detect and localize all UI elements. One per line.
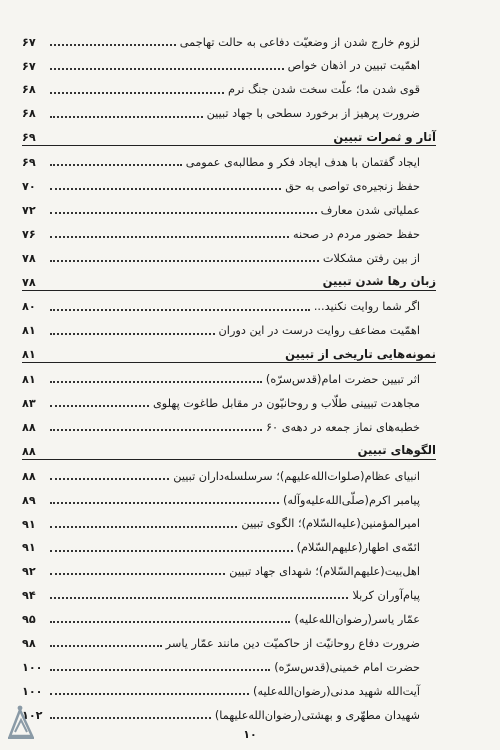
toc-entry-page: ۱۰۲ [22,708,43,722]
dot-leader [50,405,149,407]
toc-entry [22,170,436,194]
toc-entry-page: ۸۸ [22,469,36,483]
toc-entry-page: ۶۷ [22,59,36,73]
dot-leader [50,573,225,575]
toc-entry-title: عمّار یاسر(رضوان‌الله‌علیه) [294,612,420,626]
toc-entry-page: ۱۰۰ [22,684,43,698]
toc-entry-page: ۷۶ [22,227,36,241]
toc-entry-title: زبان رها شدن تبیین [322,274,436,289]
toc-entry-title: حفظ حضور مردم در صحنه [292,227,420,241]
toc-entry-page: ۹۱ [22,541,36,555]
toc-entry [22,74,436,98]
toc-entry-title: خطبه‌های نماز جمعه در دهه‌ی ۶۰ [265,420,420,434]
toc-entry-title: الگوهای تبیین [357,443,436,458]
toc-entry [22,315,436,339]
toc-entry-title: آثار و ثمرات تبیین [333,129,436,144]
toc-entry [22,387,436,411]
toc-entry-title: اثر تبیین حضرت امام(قدس‌سرّه) [265,373,420,387]
toc-entry-page: ۷۲ [22,203,36,217]
toc-entry-page: ۸۱ [22,348,36,362]
toc-entry [22,26,436,50]
toc-entry [22,627,436,651]
toc-entry [22,242,436,266]
toc-section-heading [22,266,436,291]
toc-section-heading [22,122,436,147]
toc-entry-page: ۶۹ [22,156,36,170]
table-of-contents [22,26,436,723]
dot-leader [50,550,293,552]
dot-leader [50,333,215,335]
dot-leader [50,621,290,623]
toc-entry-title: حضرت امام خمینی(قدس‌سرّه) [274,660,420,674]
toc-entry [22,218,436,242]
toc-entry [22,532,436,556]
toc-entry-page: ۷۰ [22,180,36,194]
toc-entry-title: پیامبر اکرم(صلّی‌الله‌علیه‌وآله) [282,493,420,507]
dot-leader [50,502,279,504]
dot-leader [50,645,162,647]
toc-entry-title: امیرالمؤمنین(علیه‌السّلام)؛ الگوی تبیین [241,517,420,531]
dot-leader [50,188,281,190]
toc-entry-page: ۹۵ [22,613,36,627]
toc-entry [22,146,436,170]
toc-entry [22,651,436,675]
toc-entry-title: ضرورت پرهیز از برخورد سطحی با جهاد تبیین [206,107,420,121]
page-number: ۱۰ [243,728,257,741]
toc-entry-title: اهمّیت تبیین در اذهان خواص [287,59,420,73]
toc-entry-title: ایجاد گفتمان با هدف ایجاد فکر و مطالبه‌ی عمومی [185,156,420,170]
dot-leader [50,717,211,719]
toc-entry-title: اگر شما روایت نکنید... [313,300,420,314]
toc-entry-title: مجاهدت تبیینی طلّاب و روحانیّون در مقابل طاغوت پهلوی [152,396,420,410]
toc-entry-title: عملیاتی شدن معارف [320,203,420,217]
dot-leader [50,284,319,286]
toc-entry [22,98,436,122]
toc-section-heading [22,339,436,364]
dot-leader [50,139,329,141]
publisher-logo-icon [4,702,38,742]
toc-entry [22,603,436,627]
toc-entry [22,556,436,580]
toc-entry-page: ۷۸ [22,275,36,289]
toc-entry-page: ۸۰ [22,300,36,314]
toc-entry-title: پیام‌آوران کربلا [352,589,420,603]
toc-entry [22,411,436,435]
toc-entry-page: ۹۱ [22,517,36,531]
toc-entry [22,675,436,699]
toc-entry-page: ۶۹ [22,131,36,145]
toc-entry-title: قوی شدن ما؛ علّت سخت شدن جنگ نرم [228,83,420,97]
toc-entry [22,50,436,74]
toc-entry-page: ۶۸ [22,83,36,97]
toc-entry [22,194,436,218]
toc-entry-page: ۹۲ [22,565,36,579]
toc-entry-page: ۶۷ [22,35,36,49]
toc-entry-title: آیت‌الله شهید مدنی(رضوان‌الله‌علیه) [253,684,420,698]
toc-entry-page: ۷۸ [22,251,36,265]
toc-entry [22,291,436,315]
dot-leader [50,92,224,94]
toc-entry-title: اهمّیت مضاعف روایت درست در این دوران [218,324,420,338]
dot-leader [50,356,281,358]
dot-leader [50,597,348,599]
toc-entry-page: ۸۱ [22,324,36,338]
toc-entry [22,699,436,723]
toc-entry-title: اهل‌بیت(علیهم‌السّلام)؛ شهدای جهاد تبیین [229,565,420,579]
toc-entry-title: از بین رفتن مشکلات [322,251,420,265]
toc-entry-page: ۸۸ [22,420,36,434]
toc-entry-title: نمونه‌هایی تاریخی از تبیین [285,346,436,361]
toc-entry [22,508,436,532]
toc-entry-title: حفظ زنجیره‌ی تواصی به حق [285,179,420,193]
dot-leader [50,44,176,46]
dot-leader [50,236,289,238]
toc-entry-page: ۸۱ [22,373,36,387]
dot-leader [50,116,203,118]
dot-leader [50,68,284,70]
dot-leader [50,693,249,695]
toc-entry-page: ۸۹ [22,493,36,507]
dot-leader [50,669,270,671]
toc-entry [22,363,436,387]
toc-entry-page: ۶۸ [22,107,36,121]
toc-entry-title: ضرورت دفاع روحانیّت از حاکمیّت دین مانند عمّار یاسر [165,636,420,650]
toc-entry-page: ۱۰۰ [22,660,43,674]
toc-entry-title: شهیدان مطهّری و بهشتی(رضوان‌الله‌علیهما) [214,708,420,722]
toc-entry-page: ۹۸ [22,636,36,650]
dot-leader [50,260,319,262]
dot-leader [50,453,354,455]
dot-leader [50,526,237,528]
toc-section-heading [22,435,436,460]
toc-entry-page: ۸۸ [22,444,36,458]
dot-leader [50,381,262,383]
toc-entry-title: انبیای عظام(صلوات‌الله‌علیهم)؛ سرسلسله‌داران تبیین [173,469,420,483]
toc-entry [22,460,436,484]
dot-leader [50,309,310,311]
toc-entry-page: ۹۴ [22,589,36,603]
dot-leader [50,212,317,214]
dot-leader [50,478,169,480]
toc-entry-page: ۸۳ [22,397,36,411]
dot-leader [50,164,182,166]
toc-entry [22,484,436,508]
dot-leader [50,429,262,431]
toc-entry-title: ائمّه‌ی اطهار(علیهم‌السّلام) [296,541,420,555]
toc-entry-title: لزوم خارج شدن از وضعیّت دفاعی به حالت تهاجمی [179,35,420,49]
toc-entry [22,579,436,603]
